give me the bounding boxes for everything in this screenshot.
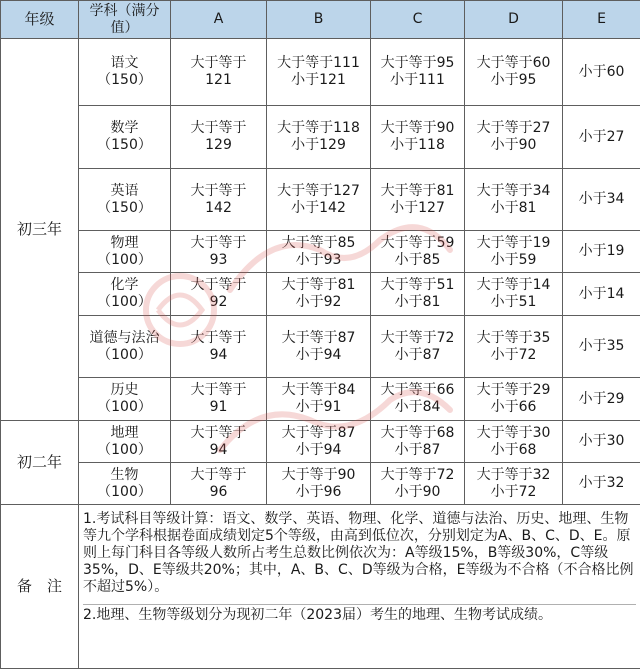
subject-cell: 数学 （150） [79, 106, 171, 169]
note-paragraph-2: 2.地理、生物等级划分为现初二年（2023届）考生的地理、生物考试成绩。 [83, 604, 636, 624]
level-a-cell: 大于等于 121 [171, 39, 267, 106]
subject-cell: 道德与法治 （100） [79, 316, 171, 378]
level-a-cell: 大于等于 94 [171, 316, 267, 378]
level-e-cell: 小于19 [563, 231, 640, 273]
level-d-cell: 大于等于35 小于72 [465, 316, 563, 378]
table-row [1, 231, 640, 273]
level-b-cell: 大于等于87 小于94 [267, 421, 371, 463]
level-c-cell: 大于等于90 小于118 [371, 106, 465, 169]
subject-cell: 历史 （100） [79, 378, 171, 421]
level-b-cell: 大于等于84 小于91 [267, 378, 371, 421]
grade-group-3: 初三年 [1, 39, 79, 421]
grade-group-2: 初二年 [1, 421, 79, 505]
level-d-cell: 大于等于27 小于90 [465, 106, 563, 169]
level-c-cell: 大于等于72 小于90 [371, 463, 465, 505]
subject-cell: 地理 （100） [79, 421, 171, 463]
table-row [1, 421, 640, 463]
level-c-cell: 大于等于72 小于87 [371, 316, 465, 378]
level-e-cell: 小于32 [563, 463, 640, 505]
subject-cell: 生物 （100） [79, 463, 171, 505]
level-e-cell: 小于27 [563, 106, 640, 169]
level-a-cell: 大于等于 92 [171, 273, 267, 316]
subject-cell: 化学 （100） [79, 273, 171, 316]
level-e-cell: 小于60 [563, 39, 640, 106]
level-e-cell: 小于30 [563, 421, 640, 463]
table-row [1, 316, 640, 378]
level-b-cell: 大于等于85 小于93 [267, 231, 371, 273]
level-b-cell: 大于等于81 小于92 [267, 273, 371, 316]
level-d-cell: 大于等于60 小于95 [465, 39, 563, 106]
header-level-e: E [563, 1, 640, 39]
subject-cell: 语文 （150） [79, 39, 171, 106]
level-b-cell: 大于等于90 小于96 [267, 463, 371, 505]
level-c-cell: 大于等于59 小于85 [371, 231, 465, 273]
header-level-a: A [171, 1, 267, 39]
table-row [1, 273, 640, 316]
note-paragraph-1: 1.考试科目等级计算：语文、数学、英语、物理、化学、道德与法治、历史、地理、生物等九个学科根据卷面成绩划定5个等级，由高到低位次，分别划定为A、B、C、D、E。原则上每门科目各等级人数所占考生总数比例依次为：A等级15%，B等级30%，C等级35%，D、E等级共20%；其中，A、B、C、D等级为合格，E等级为不合格（不合格比例不超过5%）。 [83, 511, 634, 595]
table-row [1, 106, 640, 169]
notes-row [1, 505, 640, 669]
level-b-cell: 大于等于87 小于94 [267, 316, 371, 378]
level-a-cell: 大于等于 129 [171, 106, 267, 169]
header-level-b: B [267, 1, 371, 39]
table-row [1, 39, 640, 106]
level-d-cell: 大于等于19 小于59 [465, 231, 563, 273]
level-e-cell: 小于14 [563, 273, 640, 316]
level-e-cell: 小于29 [563, 378, 640, 421]
table-row [1, 463, 640, 505]
table-row [1, 378, 640, 421]
level-a-cell: 大于等于 142 [171, 169, 267, 231]
level-d-cell: 大于等于32 小于72 [465, 463, 563, 505]
level-c-cell: 大于等于66 小于84 [371, 378, 465, 421]
level-e-cell: 小于35 [563, 316, 640, 378]
level-d-cell: 大于等于34 小于81 [465, 169, 563, 231]
level-a-cell: 大于等于 96 [171, 463, 267, 505]
header-level-d: D [465, 1, 563, 39]
header-row [1, 1, 640, 39]
header-grade: 年级 [1, 1, 79, 39]
level-a-cell: 大于等于 91 [171, 378, 267, 421]
header-subject: 学科（满分值） [79, 1, 171, 39]
level-d-cell: 大于等于30 小于68 [465, 421, 563, 463]
level-a-cell: 大于等于 94 [171, 421, 267, 463]
notes-content [79, 505, 640, 669]
level-c-cell: 大于等于51 小于81 [371, 273, 465, 316]
level-e-cell: 小于34 [563, 169, 640, 231]
level-b-cell: 大于等于111 小于121 [267, 39, 371, 106]
level-c-cell: 大于等于68 小于87 [371, 421, 465, 463]
level-b-cell: 大于等于118 小于129 [267, 106, 371, 169]
level-c-cell: 大于等于95 小于111 [371, 39, 465, 106]
subject-cell: 英语 （150） [79, 169, 171, 231]
header-level-c: C [371, 1, 465, 39]
level-b-cell: 大于等于127 小于142 [267, 169, 371, 231]
notes-label: 备 注 [1, 505, 79, 669]
level-d-cell: 大于等于14 小于51 [465, 273, 563, 316]
table-row [1, 169, 640, 231]
subject-cell: 物理 （100） [79, 231, 171, 273]
level-a-cell: 大于等于 93 [171, 231, 267, 273]
level-c-cell: 大于等于81 小于127 [371, 169, 465, 231]
level-d-cell: 大于等于29 小于66 [465, 378, 563, 421]
